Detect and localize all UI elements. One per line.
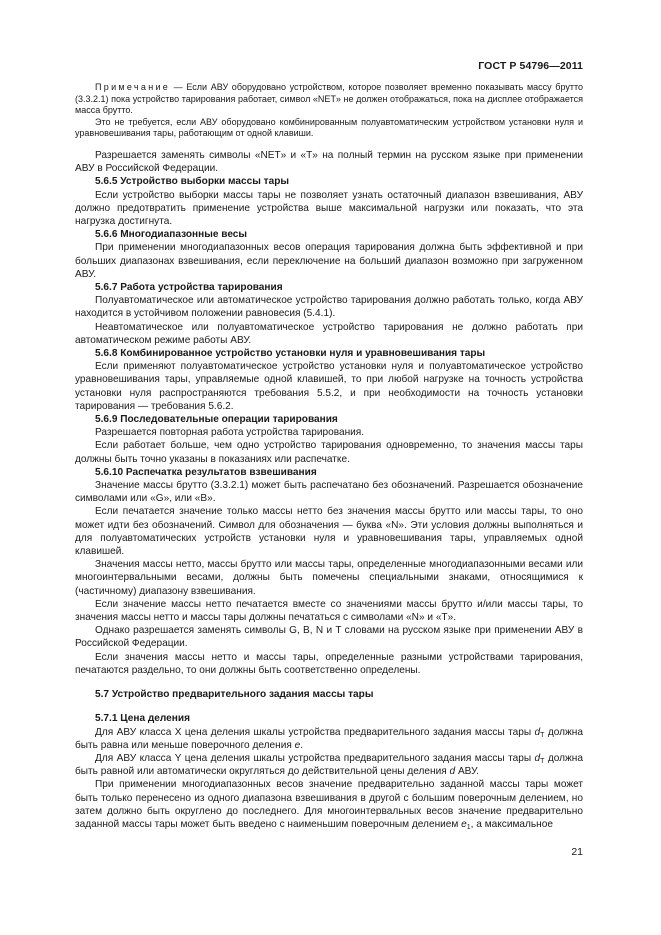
paragraph: Если значение массы нетто печатается вместе со значениями массы брутто и/или массы тары, то значения массы нетто и массы тары должны печататься с символами «N» и «T». — [75, 598, 583, 624]
note-text: — Если АВУ оборудовано устройством, которое позволяет временно показывать массу брутто (3.3.2.1) пока устройство тарирования работает, символ «NET» не должен отображаться, пока на дисплее отображается масса брутто. — [75, 82, 583, 116]
symbol-e: e — [294, 739, 301, 751]
subscript-t: T — [540, 757, 545, 765]
text-run: АВУ. — [455, 766, 479, 778]
paragraph: Неавтоматическое или полуавтоматическое устройство тарирования не должно работать при автоматическом режиме работы АВУ. — [75, 321, 583, 346]
text-run: Для АВУ класса Y цена деления шкалы устройства предварительного задания массы тары — [95, 752, 535, 764]
note-label: Примечание — [95, 82, 171, 92]
note-paragraph — [75, 82, 583, 117]
paragraph: Однако разрешается заменять символы G, B, N и T словами на русском языке при применении АВУ в Российской Федерации. — [75, 625, 583, 650]
standard-number: ГОСТ Р 54796—2011 — [478, 60, 583, 72]
paragraph: Значения массы нетто, массы брутто или массы тары, определенные многодиапазонными весами или многоинтервальными весами, должны быть помечены специальными знаками, относящимися к (частичному) диапазону взвешивания. — [75, 559, 583, 597]
text-run: Для АВУ класса X цена деления шкалы устройства предварительного задания массы тары — [95, 726, 535, 738]
section-heading-5-6-6: 5.6.6 Многодиапазонные весы — [95, 229, 248, 241]
section-heading-5-6-5: 5.6.5 Устройство выборки массы тары — [95, 176, 289, 188]
section-heading-5-7: 5.7 Устройство предварительного задания массы тары — [95, 689, 374, 701]
text-run: . — [300, 739, 304, 751]
text-run: При применении многодиапазонных весов значение предварительно заданной массы тары может быть только перенесено из одного диапазона взвешивания в другой с большим поверочным делением, но затем должно быть округлено до последнего. Для многоинтервальных весов значение предварительно заданной массы тары может быть введено с наименьшим поверочным делением — [75, 779, 583, 830]
section-heading-5-6-8: 5.6.8 Комбинированное устройство установки нуля и уравновешивания тары — [95, 348, 486, 360]
paragraph: Если применяют полуавтоматическое устройство установки нуля и полуавтоматическое устройство уравновешивания тары, управляемые одной клавишей, то при любой нагрузке на точность устройства установки нуля распространяются требования 5.5.2, и при необходимости на точность установки тарирования — требования 5.6.2. — [75, 361, 583, 412]
section-heading-5-7-1: 5.7.1 Цена деления — [95, 713, 190, 725]
paragraph: Значение массы брутто (3.3.2.1) может быть распечатано без обозначений. Разрешается обозначение символами или «G», или «B». — [75, 480, 583, 505]
subscript-t: T — [540, 731, 545, 739]
page-number: 21 — [571, 846, 583, 858]
paragraph: При применении многодиапазонных весов операция тарирования должна быть эффективной и при больших диапазонах взвешивания, если переключение на больший диапазон возможно при загруженном АВУ. — [75, 242, 583, 280]
symbol-d: d — [534, 726, 541, 738]
paragraph: Если устройство выборки массы тары не позволяет узнать остаточный диапазон взвешивания, АВУ должно предотвратить применение устройства выше максимальной нагрузки или показать, что эта нагрузка достигнута. — [75, 189, 583, 227]
paragraph: Если работает больше, чем одно устройство тарирования одновременно, то значения массы тары должны быть точно указаны в показаниях или распечатке. — [75, 440, 583, 465]
paragraph: Разрешается заменять символы «NET» и «T» на полный термин на русском языке при применении АВУ в Российской Федерации. — [75, 149, 583, 175]
section-heading-5-6-7: 5.6.7 Работа устройства тарирования — [95, 282, 283, 293]
note-paragraph-2: Это не требуется, если АВУ оборудовано комбинированным полуавтоматическим устройством установки нуля и уравновешивания тары, работающим от одной клавиши. — [75, 116, 583, 139]
text-run: , а максимальное — [470, 818, 553, 830]
paragraph: Разрешается повторная работа устройства тарирования. — [95, 427, 365, 439]
paragraph: Полуавтоматическое или автоматическое устройство тарирования должно работать только, когда АВУ находится в устойчивом положении равновесия (5.4.1). — [75, 295, 583, 320]
document-page — [75, 0, 583, 935]
section-heading-5-6-10: 5.6.10 Распечатка результатов взвешивания — [95, 466, 317, 478]
subscript-1: 1 — [466, 823, 471, 831]
symbol-d: d — [534, 752, 541, 764]
section-heading-5-6-9: 5.6.9 Последовательные операции тарирования — [95, 414, 338, 426]
page-content — [75, 82, 583, 831]
text-run: должна быть равной или автоматически округляться до действительной цены деления — [75, 752, 583, 778]
paragraph — [75, 778, 583, 831]
paragraph: Если значения массы нетто и массы тары, определенные разными устройствами тарирования, печатаются раздельно, то они должны быть соответственно определены. — [75, 651, 583, 676]
symbol-d: d — [449, 766, 456, 778]
paragraph: Если печатается значение только массы нетто без значения массы брутто или массы тары, то оно может идти без обозначений. Символ для обозначения — буква «N». Эти условия должны выполняться и для полуавтоматических устройств установки нуля и уравновешивания тары, управляемых одной клавишей. — [75, 506, 583, 558]
paragraph — [75, 726, 583, 752]
text-run: должна быть равна или меньше поверочного деления — [75, 726, 583, 751]
symbol-e: e — [461, 818, 467, 830]
paragraph — [75, 752, 583, 778]
